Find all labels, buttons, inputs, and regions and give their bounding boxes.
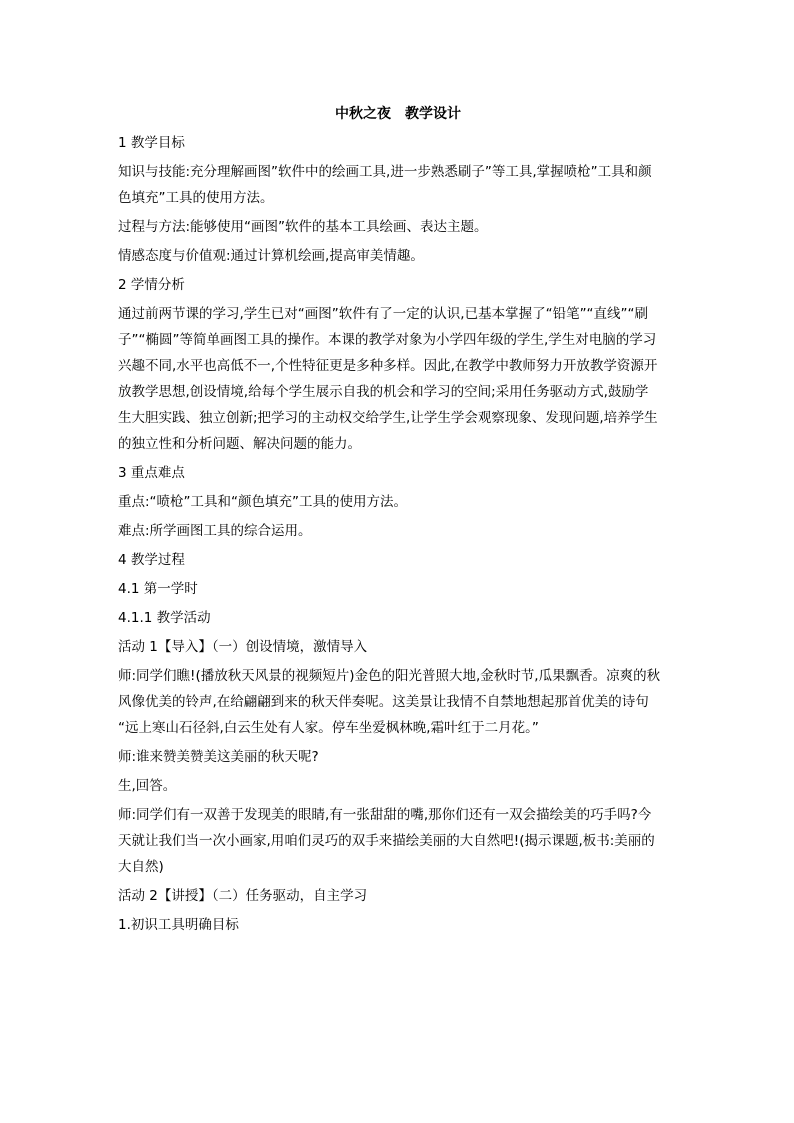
text-line: 师:谁来赞美赞美这美丽的秋天呢? xyxy=(118,749,319,765)
text-line: 师:同学们有一双善于发现美的眼睛,有一张甜甜的嘴,那你们还有一双会描绘美的巧手吗?今 xyxy=(118,807,652,823)
section-heading: 4 教学过程 xyxy=(118,552,185,568)
text-line: 天就让我们当一次小画家,用咱们灵巧的双手来描绘美丽的大自然吧!(揭示课题,板书:美丽的 xyxy=(118,833,655,849)
section-heading: 3 重点难点 xyxy=(118,465,185,481)
text-line: 重点:“喷枪”工具和“颜色填充”工具的使用方法。 xyxy=(118,494,408,510)
text-line: 知识与技能:充分理解画图”软件中的绘画工具,进一步熟悉刷子”等工具,掌握喷枪”工具和颜 xyxy=(118,164,652,180)
text-line: 兴趣不同,水平也高低不一,个性特征更是多种多样。因此,在教学中教师努力开放教学资源开 xyxy=(118,358,658,374)
text-line: 生大胆实践、独立创新;把学习的主动权交给学生,让学生学会观察现象、发现问题,培养学生 xyxy=(118,410,658,426)
text-line: 师:同学们瞧!(播放秋天风景的视频短片)金色的阳光普照大地,金秋时节,瓜果飘香。凉爽的秋 xyxy=(118,668,661,684)
text-line: 生,回答。 xyxy=(118,778,177,794)
text-line: 活动 1【导入】（一）创设情境，激情导入 xyxy=(118,639,368,655)
document-title: 中秋之夜 教学设计 xyxy=(335,106,461,122)
section-heading: 2 学情分析 xyxy=(118,277,185,293)
text-line: 活动 2【讲授】（二）任务驱动，自主学习 xyxy=(118,888,368,904)
document-page xyxy=(118,104,678,945)
text-line: 4.1.1 教学活动 xyxy=(118,610,211,626)
text-line: 情感态度与价值观:通过计算机绘画,提高审美情趣。 xyxy=(118,248,424,264)
text-line: “远上寒山石径斜,白云生处有人家。停车坐爱枫林晚,霜叶红于二月花。” xyxy=(118,720,539,736)
text-line: 难点:所学画图工具的综合运用。 xyxy=(118,523,312,539)
text-line: 风像优美的铃声,在给翩翩到来的秋天伴奏呢。这美景让我情不自禁地想起那首优美的诗句 xyxy=(118,694,649,710)
text-line: 的独立性和分析问题、解决问题的能力。 xyxy=(118,436,361,452)
section-heading: 1 教学目标 xyxy=(118,135,185,151)
text-line: 过程与方法:能够使用“画图”软件的基本工具绘画、表达主题。 xyxy=(118,219,488,235)
text-line: 4.1 第一学时 xyxy=(118,581,198,597)
text-line: 大自然) xyxy=(118,859,164,875)
document-body xyxy=(118,134,678,945)
text-line: 子”“椭圆”等简单画图工具的操作。本课的教学对象为小学四年级的学生,学生对电脑的学习 xyxy=(118,332,657,348)
text-line: 放教学思想,创设情境,给每个学生展示自我的机会和学习的空间;采用任务驱动方式,鼓励学 xyxy=(118,384,649,400)
text-line: 1.初识工具明确目标 xyxy=(118,917,239,933)
text-line: 通过前两节课的学习,学生已对“画图”软件有了一定的认识,已基本掌握了“铅笔”“直线”“刷 xyxy=(118,306,649,322)
text-line: 色填充”工具的使用方法。 xyxy=(118,190,274,206)
